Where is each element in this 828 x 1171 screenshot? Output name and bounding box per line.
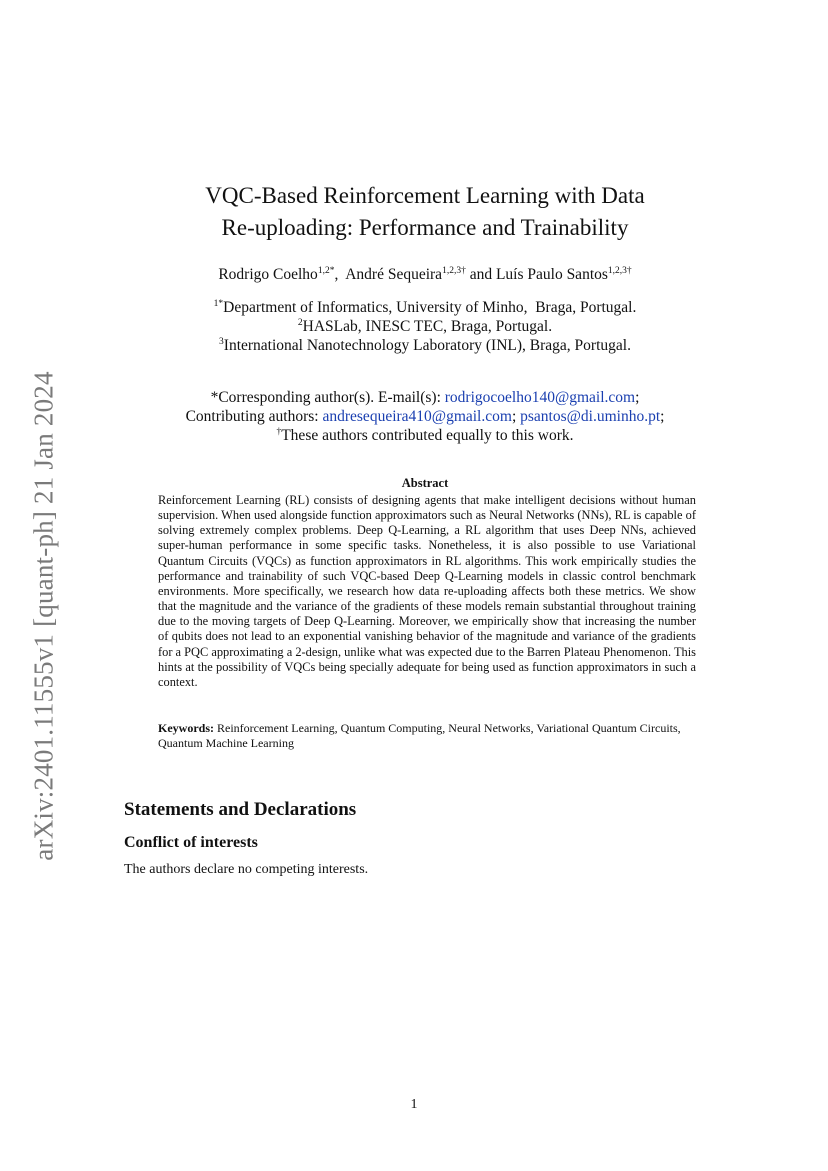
author-list xyxy=(100,266,750,284)
affiliation xyxy=(100,336,750,355)
subsection-heading: Conflict of interests xyxy=(124,834,258,851)
author-affiliation-marker: 1,2* xyxy=(317,266,335,276)
punctuation: ; xyxy=(660,408,665,425)
author-separator: and xyxy=(465,266,496,283)
affiliation-marker: 1* xyxy=(213,299,224,309)
contributing-email-link[interactable]: psantos@di.uminho.pt xyxy=(520,408,661,425)
author-separator: , xyxy=(334,266,346,283)
author-name: Rodrigo Coelho xyxy=(218,266,318,283)
affiliation xyxy=(100,317,750,336)
dagger-marker: † xyxy=(276,427,282,437)
punctuation: ; xyxy=(511,408,521,425)
punctuation: ; xyxy=(635,389,640,406)
keywords-text: Reinforcement Learning, Quantum Computing, Neural Networks, Variational Quantum Circuits, Quantum Machine Learning xyxy=(158,721,684,750)
paper-title-line-1: VQC-Based Reinforcement Learning with Data xyxy=(205,183,645,208)
affiliation xyxy=(100,298,750,317)
author-name: Luís Paulo Santos xyxy=(495,266,608,283)
section-body-text: The authors declare no competing interests. xyxy=(124,862,369,877)
contributing-authors-line xyxy=(100,407,750,426)
affiliation-text: HASLab, INESC TEC, Braga, Portugal. xyxy=(302,318,553,335)
contributing-label: Contributing authors: xyxy=(185,408,323,425)
affiliation-text: Department of Informatics, University of Minho, Braga, Portugal. xyxy=(223,299,637,316)
abstract-heading: Abstract xyxy=(401,476,449,490)
keywords-label: Keywords: xyxy=(158,721,214,735)
affiliation-text: International Nanotechnology Laboratory (INL), Braga, Portugal. xyxy=(223,337,631,354)
abstract-body: Reinforcement Learning (RL) consists of designing agents that make intelligent decisions without human supervision. When used alongside function approximators such as Neural Networks (NNs), RL is capable of solving extremely complex problems. Deep Q-Learning, a RL algorithm that uses Deep NNs, achieved super-human performance in some specific tasks. Nonetheless, it is also possible to use Variational Quantum Circuits (VQCs) as function approximators in RL algorithms. This work empirically studies the performance and trainability of such VQC-based Deep Q-Learning models in classic control benchmark environments. More specifically, we research how data re-uploading affects both these metrics. We show that the magnitude and the variance of the gradients of these models remain substantial throughout training due to the moving targets of Deep Q-Learning. Moreover, we empirically show that increasing the number of qubits does not lead to an exponential vanishing behavior of the magnitude and variance of the gradients for a PQC approximating a 2-design, unlike what was expected due to the Barren Plateau Phenomenon. This hints at the possibility of VQCs being specially adequate for being used as function approximators in such a context. xyxy=(158,493,696,689)
affiliation-marker: 3 xyxy=(219,337,224,347)
author-affiliation-marker: 1,2,3† xyxy=(442,266,466,276)
corresponding-author-line xyxy=(100,388,750,407)
corresponding-label: *Corresponding author(s). E-mail(s): xyxy=(210,389,445,406)
keywords xyxy=(158,721,696,751)
section-heading: Statements and Declarations xyxy=(124,799,357,820)
affiliation-marker: 2 xyxy=(297,318,303,328)
page-number: 1 xyxy=(410,1097,418,1112)
author-name: André Sequeira xyxy=(345,266,443,283)
contributing-email-link[interactable]: andresequeira410@gmail.com xyxy=(322,408,512,425)
arxiv-stamp xyxy=(20,358,68,874)
equal-contribution-text: These authors contributed equally to this work. xyxy=(281,427,574,444)
author-affiliation-marker: 1,2,3† xyxy=(607,266,632,276)
equal-contribution-note xyxy=(100,426,750,445)
corresponding-email-link[interactable]: rodrigocoelho140@gmail.com xyxy=(444,389,636,406)
paper-title-line-2: Re-uploading: Performance and Trainability xyxy=(221,215,629,240)
arxiv-stamp-text: arXiv:2401.11555v1 [quant-ph] 21 Jan 2024 xyxy=(28,371,59,861)
